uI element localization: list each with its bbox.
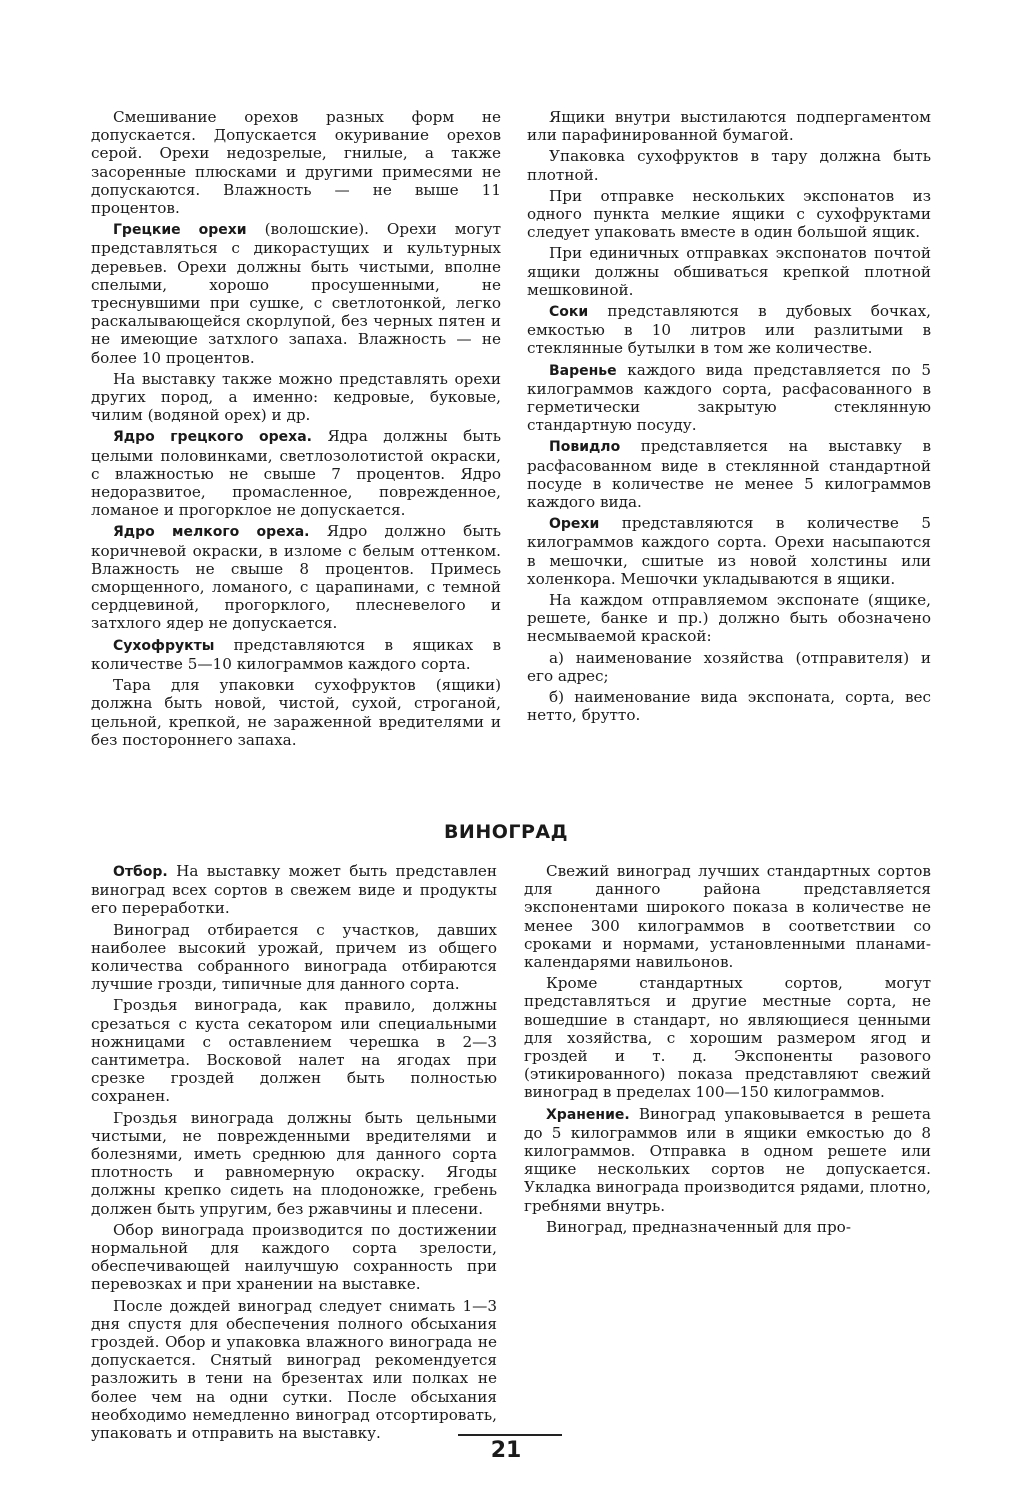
paragraph-text: представляется на выставку в расфасованном виде в стеклянной стандартной посуде в количестве не менее 5 килограммов каждого вида. [527,437,931,512]
paragraph-text: Ядро должно быть коричневой окраски, в изломе с белым оттенком. Влажность не свыше 8 процентов. Примесь сморщенного, ломаного, с царапинами, с темной сердцевиной, прогорклого, плесневелого и затхлого ядер не допускается. [91,522,502,633]
paragraph [91,522,501,632]
run-in-heading: Грецкие орехи [113,222,247,239]
column-4 [524,862,931,1236]
paragraph-text: (волошские). Орехи могут представляться с дикорастущих и культурных деревьев. Орехи должны быть чистыми, вполне спелыми, хорошо просушенными, не треснувшими при сушке, с светлотонкой, легко раскалывающейся скорлупой, без черных пятен и не имеющие затхлого запаха. Влажность — не более 10 процентов. [91,220,501,367]
run-in-heading: Орехи [549,516,600,533]
column-2 [527,108,931,725]
page-number: 21 [490,1438,522,1463]
paragraph [527,302,931,358]
paragraph-text: представляются в ящиках в количестве 5—10 килограммов каждого сорта. [91,635,501,673]
paragraph [527,437,931,511]
list-item: а) наименование хозяйства (отправителя) и его адрес; [527,648,931,685]
list-item: б) наименование вида экспоната, сорта, вес нетто, брутто. [527,688,931,725]
paragraph: Кроме стандартных сортов, могут представляться и другие местные сорта, не вошедшие в стандарт, но являющиеся ценными для хозяйства, с хорошим размером ягод и гроздей и т. д. Экспоненты разового (этикированного) показа представляют свежий виноград в пределах 100—150 килограммов. [524,974,931,1102]
paragraph-text: Виноград упаковывается в решета до 5 килограммов или в ящики емкостью до 8 килограммов. Отправка в одном решете или ящике нескольких сортов не допускается. Укладка винограда производится рядами, плотно, гребнями внутрь. [524,1104,931,1215]
paragraph-text: каждого вида представляется по 5 килограммов каждого сорта, расфасованного в герметически закрытую стеклянную стандартную посуду. [527,360,931,435]
column-1 [91,108,501,749]
paragraph [91,427,501,519]
run-in-heading: Соки [549,304,589,321]
paragraph-text: Ядра должны быть целыми половинками, светлозолотистой окраски, с влажностью не свыше 7 процентов. Ядро недоразвитое, промасленное, поврежденное, ломаное и прогорклое не допускается. [91,427,502,520]
run-in-heading: Сухофрукты [113,637,215,654]
paragraph: Смешивание орехов разных форм не допускается. Допускается окуривание орехов серой. Орехи недозрелые, гнилые, а также засоренные плюсками и другими примесями не допускаются. Влажность — не выше 11 процентов. [91,108,501,218]
paragraph [527,514,931,588]
column-3 [91,862,497,1442]
run-in-heading: Ядро грецкого ореха. [113,429,312,446]
run-in-heading: Ядро мелкого ореха. [113,524,310,541]
paragraph-text: На выставку может быть представлен виноград всех сортов в свежем виде и продукты его переработки. [91,862,497,918]
paragraph [91,636,501,673]
paragraph: При единичных отправках экспонатов почтой ящики должны обшиваться крепкой плотной мешковиной. [527,244,931,299]
run-in-heading: Хранение. [546,1106,630,1123]
paragraph: При отправке нескольких экспонатов из одного пункта мелкие ящики с сухофруктами следует упаковать вместе в один большой ящик. [527,186,931,242]
paragraph [527,361,931,435]
paragraph: Ящики внутри выстилаются подпергаментом или парафинированной бумагой. [527,108,931,145]
paragraph: Гроздья винограда должны быть цельными чистыми, не поврежденными вредителями и болезнями, иметь среднюю для данного сорта плотность и равномерную окраску. Ягоды должны крепко сидеть на плодоножке, гребень должен быть упругим, без ржавчины и плесени. [91,1108,497,1218]
section-title: ВИНОГРАД [443,821,569,843]
paragraph: Виноград отбирается с участков, давших наиболее высокий урожай, причем из общего количества собранного винограда отбираются лучшие грозди, типичные для данного сорта. [91,920,497,994]
paragraph: Обор винограда производится по достижении нормальной для каждого сорта зрелости, обеспечивающей наилучшую сохранность при перевозках и при хранении на выставке. [91,1220,497,1294]
paragraph [524,1105,931,1215]
paragraph: Упаковка сухофруктов в тару должна быть плотной. [527,147,931,184]
paragraph: Тара для упаковки сухофруктов (ящики) должна быть новой, чистой, сухой, строганой, цельной, крепкой, не зараженной вредителями и без постороннего запаха. [91,676,501,749]
run-in-heading: Повидло [549,439,621,456]
paragraph-text: представляются в количестве 5 килограммов каждого сорта. Орехи насыпаются в мешочки, сшитые из новой холстины или холенкора. Мешочки укладываются в ящики. [527,514,931,588]
paragraph-text: представляются в дубовых бочках, емкостью в 10 литров или разлитыми в стеклянные бутылки в том же количестве. [527,302,931,358]
paragraph: Виноград, предназначенный для про- [546,1217,851,1236]
paragraph: Свежий виноград лучших стандартных сортов для данного района представляется экспонентами широкого показа в количестве не менее 300 килограммов в соответствии со сроками и нормами, установленными планами-календарями навильонов. [524,862,931,972]
run-in-heading: Варенье [549,362,617,379]
paragraph [91,862,497,918]
footer-rule [458,1434,562,1436]
paragraph: После дождей виноград следует снимать 1—3 дня спустя для обеспечения полного обсыхания гроздей. Обор и упаковка влажного винограда не допускается. Снятый виноград рекомендуется разложить в тени на брезентах или полках не более чем на одни сутки. После обсыхания необходимо немедленно виноград отсортировать, упаковать и отправить на выставку. [91,1296,497,1443]
paragraph: На выставку также можно представлять орехи других пород, а именно: кедровые, буковые, чилим (водяной орех) и др. [91,369,501,425]
paragraph: Гроздья винограда, как правило, должны срезаться с куста секатором или специальными ножницами с оставлением черешка в 2—3 сантиметра. Восковой налет на ягодах при срезке гроздей должен быть полностью сохранен. [91,996,497,1106]
run-in-heading: Отбор. [113,864,168,880]
paragraph [91,220,501,367]
paragraph: На каждом отправляемом экспонате (ящике, решете, банке и пр.) должно быть обозначено несмываемой краской: [527,591,931,646]
